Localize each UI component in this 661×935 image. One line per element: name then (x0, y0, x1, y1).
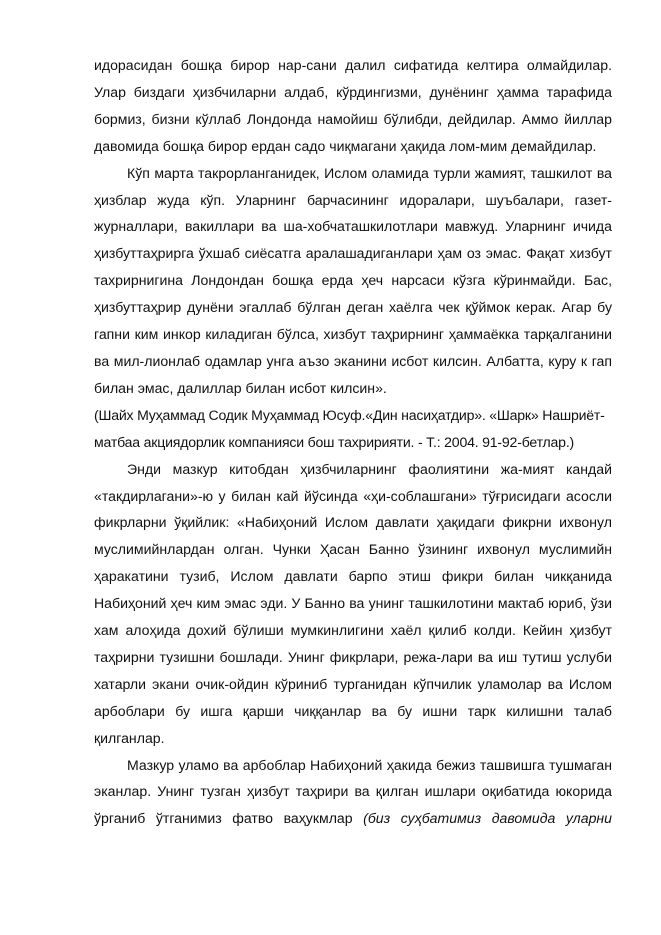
paragraph-4 (94, 752, 612, 833)
paragraph-4-italic-text: (биз суҳбатимиз давомида уларни (363, 810, 613, 827)
paragraph-4-text: Мазкур уламо ва арбоблар Набиҳоний ҳакида бежиз ташвишга тушмаган эканлар. Унинг тузган ҳизбут таҳрири ва қилган ишлари оқибатида юкорида ўрганиб ўтганимиз фатво ваҳукмлар (94, 756, 612, 827)
citation: (Шайх Муҳаммад Содик Муҳаммад Юсуф.«Дин насиҳатдир». «Шарк» Нашриёт-матбаа акциядорлик компанияси бош тахририяти. - Т.: 2004. 91-92-бетлар.) (94, 406, 605, 450)
paragraph-1: идорасидан бошқа бирор нар-сани далил сифатида келтира олмайдилар. Улар биздаги ҳизбчиларни алдаб, кўрдингизми, дунёнинг ҳамма тарафида бормиз, бизни кўллаб Лондонда намойиш бўлибди, дейдилар. Аммо йиллар давомида бошқа бирор ердан садо чиқмагани ҳақида лом-мим демайдилар. (94, 57, 612, 154)
paragraph-3: Энди мазкур китобдан ҳизбчиларнинг фаолиятини жа-мият кандай «такдирлагани»-ю у билан кай йўсинда «ҳи-соблашгани» тўғрисидаги асосли фикрларни ўқийлик: «Набиҳоний Ислом давлати ҳақидаги фикрни ихвонул муслимийнлардан олган. Чунки Ҳасан Банно ўзининг ихвонул муслимийн ҳаракатини тузиб, Ислом давлати барпо этиш фикри билан чикқанида Набиҳоний ҳеч ким эмас эди. У Банно ва унинг ташкилотини мактаб юриб, ўзи хам алоҳида дохий бўлиши мумкинлигини хаёл қилиб колди. Кейин ҳизбут таҳрирни тузишни бошлади. Унинг фикрлари, режа-лари ва иш тутиш услуби хатарли экани очик-ойдин кўриниб турганидан кўпчилик уламолар ва Ислом арбоблари бу ишга қарши чиққанлар ва бу ишни тарк килишни талаб қилганлар. (94, 460, 612, 746)
document-body (94, 52, 612, 832)
paragraph-2: Кўп марта такрорланганидек, Ислом оламида турли жамият, ташкилот ва ҳизблар жуда кўп. Уларнинг барчасининг идоралари, шуъбалари, газет-журналлари, вакиллари ва ша-хобчаташкилотлари мавжуд. Уларнинг ичида ҳизбуттаҳрирга ўхшаб сиёсатга аралашадиганлари ҳам оз эмас. Фақат хизбут тахрирнигина Лондондан бошқа ерда ҳеч нарсаси кўзга кўринмайди. Бас, ҳизбуттаҳрир дунёни эгаллаб бўлган деган хаёлга чек қўймок керак. Агар бу гапни ким инкор киладиган бўлса, хизбут таҳрирнинг ҳаммаёкка тарқалганини ва мил-лионлаб одамлар унга аъзо эканини исбот килсин. Албатта, куру к гап билан эмас, далиллар билан исбот килсин». (94, 164, 612, 396)
